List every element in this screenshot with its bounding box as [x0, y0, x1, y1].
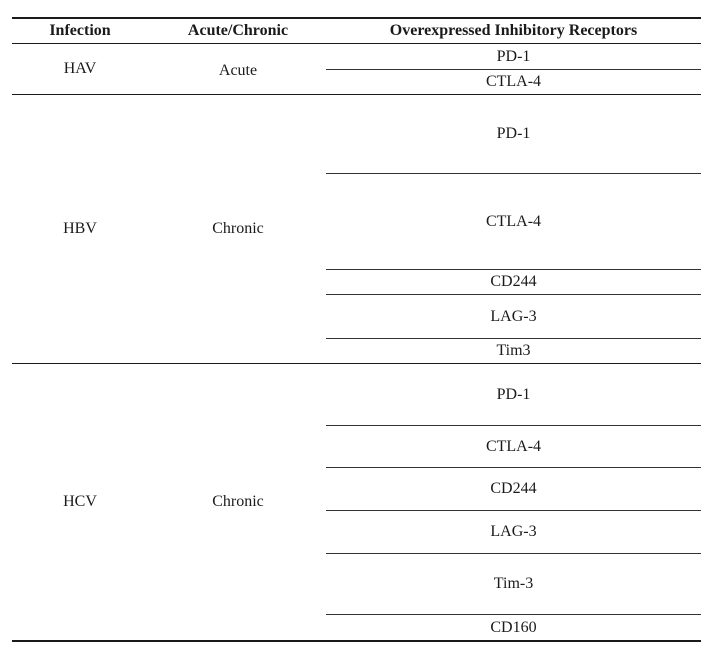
- receptor-cell: CTLA-4: [485, 212, 542, 230]
- receptor-cell: CTLA-4: [485, 73, 542, 90]
- course-hav: Acute: [218, 62, 258, 79]
- header-receptors: Overexpressed Inhibitory Receptors: [389, 22, 638, 39]
- infection-hav: HAV: [63, 60, 97, 77]
- receptor-table: [12, 0, 701, 662]
- header-acute-chronic: Acute/Chronic: [187, 22, 289, 39]
- receptor-cell: PD-1: [496, 125, 531, 142]
- receptor-cell: PD-1: [496, 385, 531, 403]
- receptor-cell: LAG-3: [490, 307, 537, 325]
- receptor-cell: Tim3: [496, 342, 531, 359]
- infection-hcv: HCV: [63, 493, 97, 510]
- receptor-cell: LAG-3: [490, 523, 537, 540]
- receptor-cell: CD244: [490, 273, 537, 290]
- course-hbv: Chronic: [212, 220, 264, 237]
- receptor-cell: Tim-3: [493, 575, 534, 592]
- infection-hbv: HBV: [63, 220, 97, 237]
- receptor-cell: CD160: [490, 618, 537, 636]
- receptor-cell: CTLA-4: [485, 437, 542, 455]
- receptor-cell: CD244: [490, 480, 537, 497]
- receptor-cell: PD-1: [496, 47, 531, 65]
- top-rule: [12, 17, 701, 19]
- header-infection: Infection: [49, 22, 111, 39]
- bottom-rule: [12, 640, 701, 642]
- course-hcv: Chronic: [212, 493, 264, 510]
